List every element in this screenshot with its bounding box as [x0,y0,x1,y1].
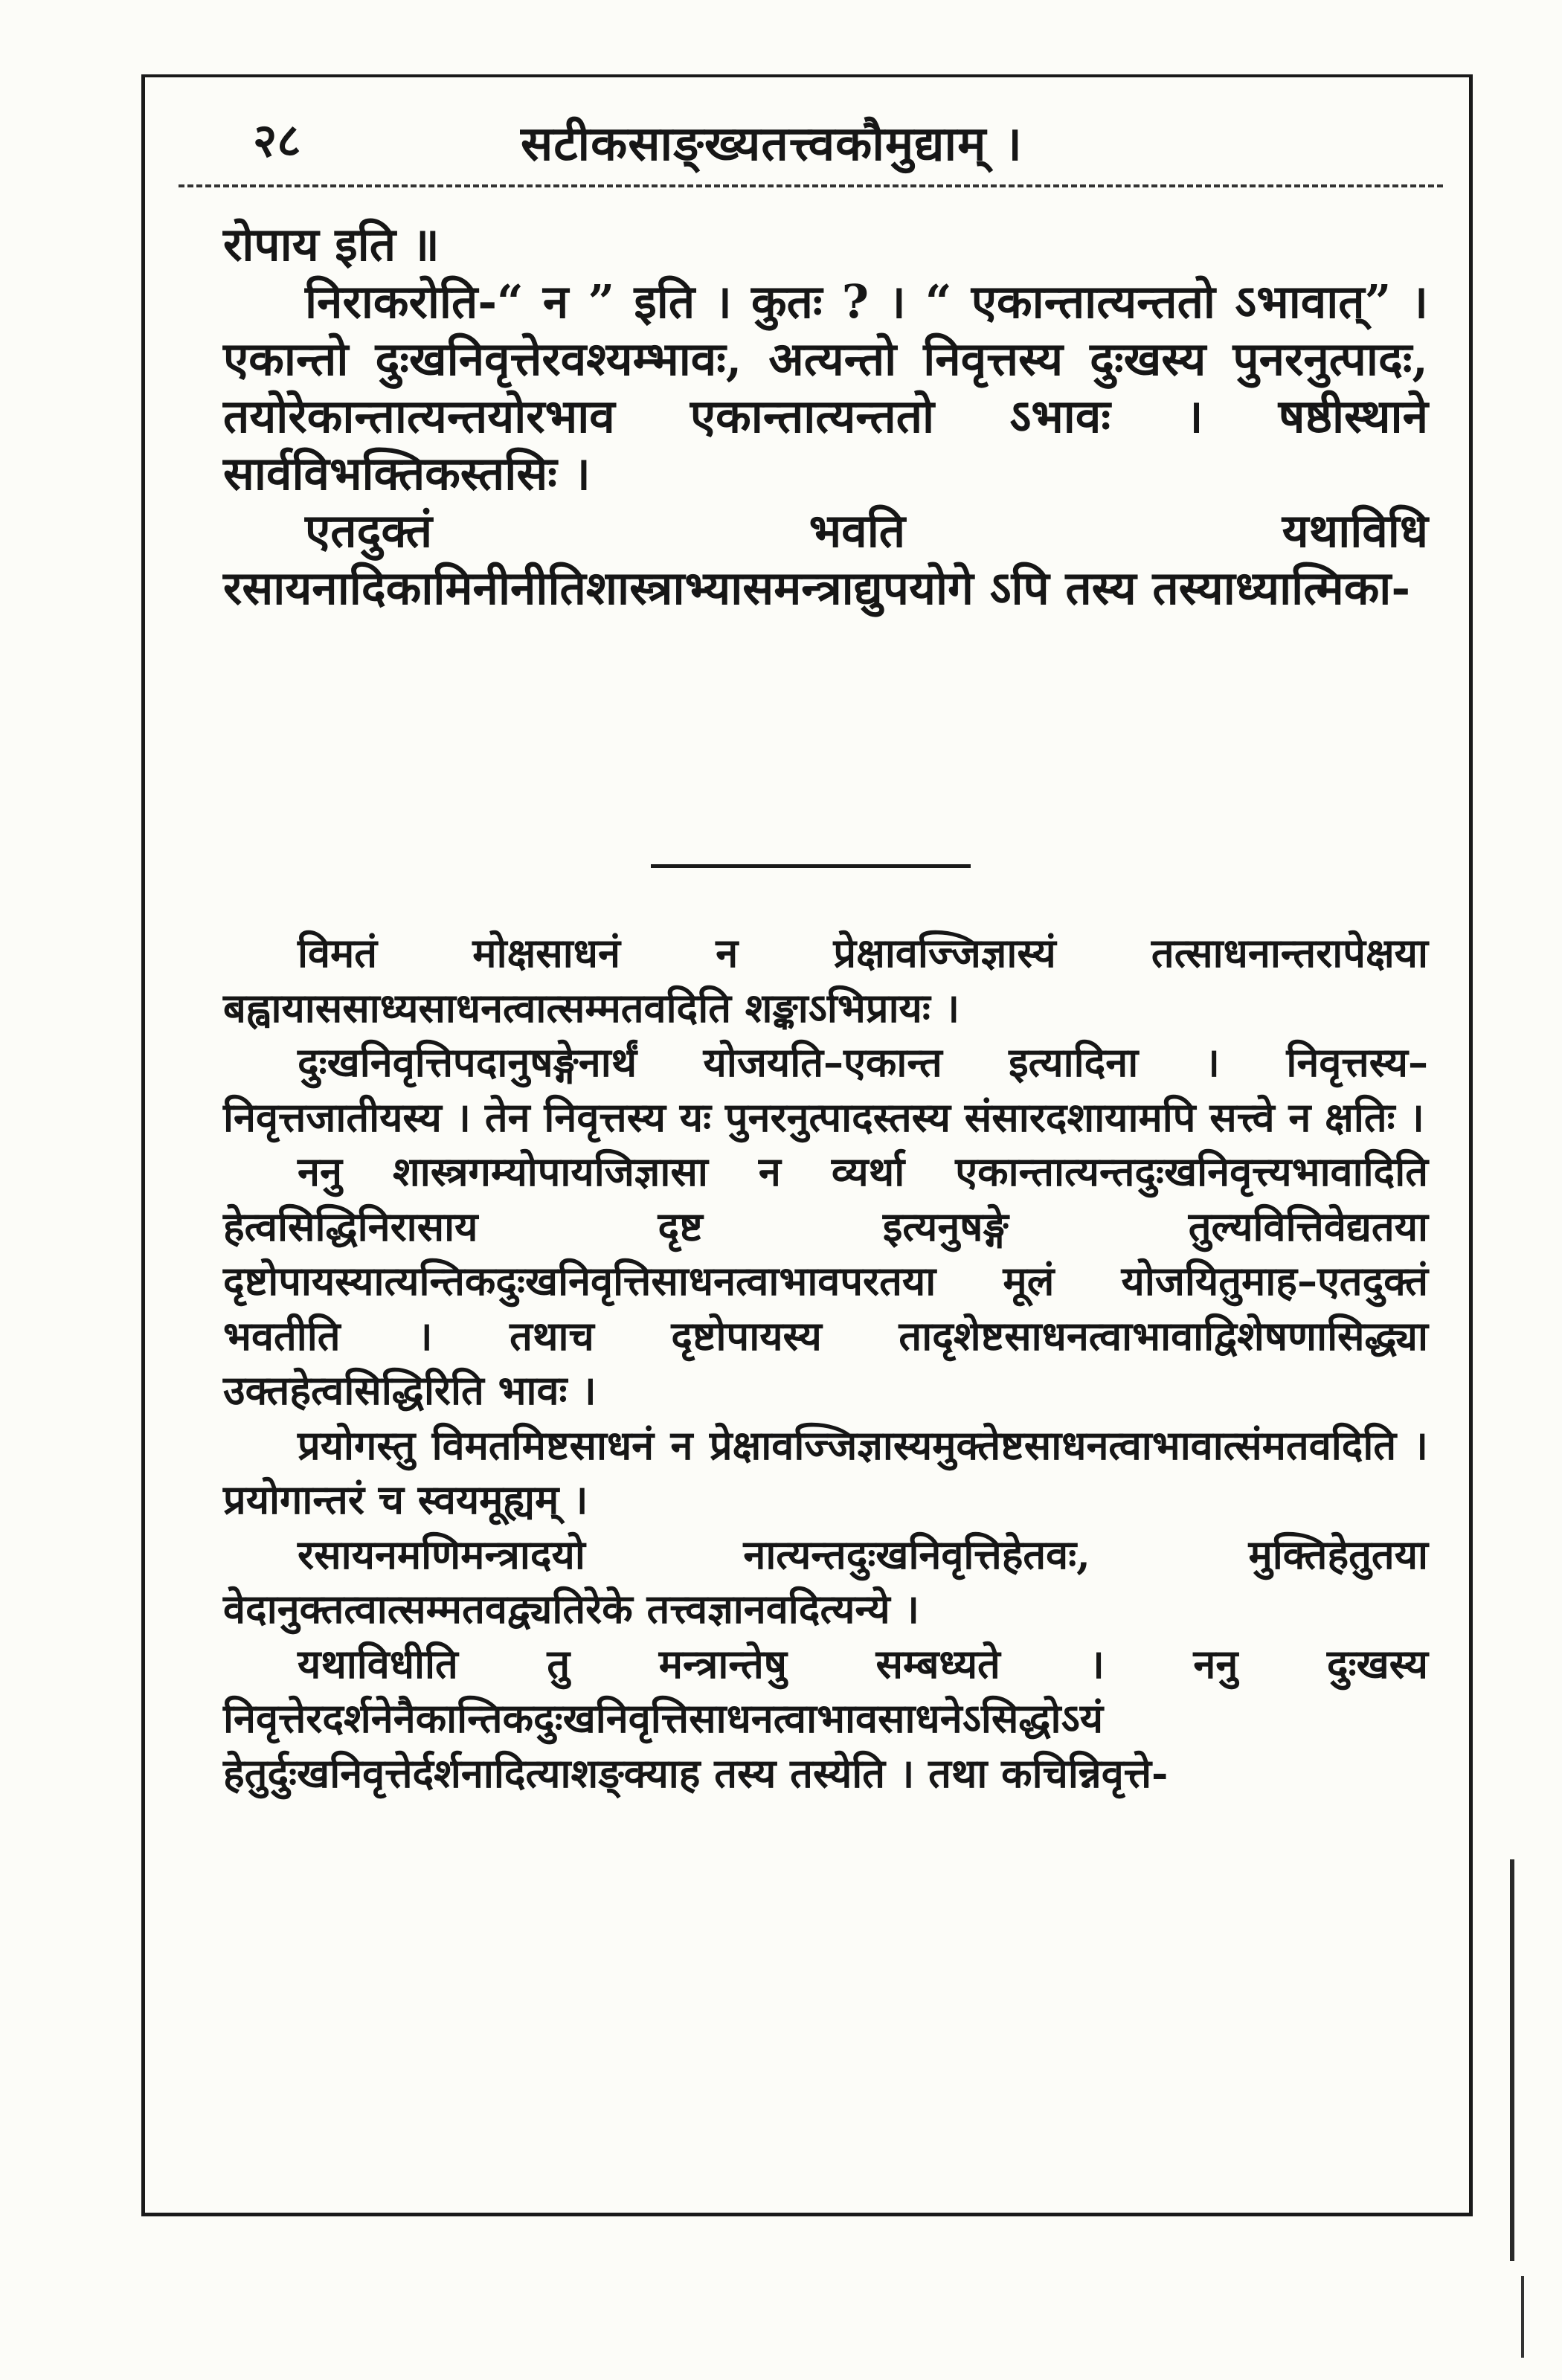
page-number: २८ [253,113,301,167]
scan-corner-mark [1521,2276,1539,2358]
running-title: सटीकसाङ्ख्यतत्त्वकौमुद्याम् । [521,116,1023,172]
main-paragraph-1: रोपाय इति ॥ [223,217,440,271]
commentary-paragraph-5: रसायनमणिमन्त्रादयो नात्यन्तदुःखनिवृत्तिहेतवः, मुक्तिहेतुतया वेदानुक्तत्वात्सम्मतवद्व्यतिरेके तत्त्वज्ञानवदित्यन्ये । [223,1530,1428,1633]
page-header [186,100,1450,182]
commentary-paragraph-4: प्रयोगस्तु विमतमिष्टसाधनं न प्रेक्षावज्जिज्ञास्यमुक्तेष्टसाधनत्वाभावात्संमतवदिति । प्रयोगान्तरं च स्वयमूह्यम् । [223,1421,1428,1523]
commentary-text [223,926,1428,1801]
header-dashed-rule [179,184,1443,187]
section-divider [651,864,971,868]
main-paragraph-2: निराकरोति-“ न ” इति । कुतः ? । “ एकान्तात्यन्ततो ऽभावात्” । एकान्तो दुःखनिवृत्तेरवश्यम्भावः, अत्यन्तो निवृत्तस्य दुःखस्य पुनरनुत्पादः, तयोरेकान्तात्यन्तयोरभाव एकान्तात्यन्ततो ऽभावः । षष्ठीस्थाने सार्वविभक्तिकस्तसिः । [223,274,1428,501]
commentary-paragraph-3: ननु शास्त्रगम्योपायजिज्ञासा न व्यर्था एकान्तात्यन्तदुःखनिवृत्त्यभावादिति हेत्वसिद्धिनिरासाय दृष्ट इत्यनुषङ्गे तुल्यवित्तिवेद्यतया दृष्टोपायस्यात्यन्तिकदुःखनिवृत्तिसाधनत्वाभावपरतया मूलं योजयितुमाह–एतदुक्तं भवतीति । तथाच दृष्टोपायस्य तादृशेष्टसाधनत्वाभावाद्विशेषणासिद्ध्या उक्तहेत्वसिद्धिरिति भावः । [223,1148,1428,1414]
main-paragraph-3: एतदुक्तं भवति यथाविधि रसायनादिकामिनीनीतिशास्त्राभ्यासमन्त्राद्युपयोगे ऽपि तस्य तस्याध्यात्मिका- [223,504,1428,615]
commentary-paragraph-1: विमतं मोक्षसाधनं न प्रेक्षावज्जिज्ञास्यं तत्साधनान्तरापेक्षया बह्वायाससाध्यसाधनत्वात्सम्मतवदिति शङ्काऽभिप्रायः । [223,929,1428,1032]
main-text [223,216,1428,617]
scan-edge-shadow [1510,1859,1514,2261]
commentary-paragraph-2: दुःखनिवृत्तिपदानुषङ्गेनार्थं योजयति–एकान्त इत्यादिना । निवृत्तस्य–निवृत्तजातीयस्य । तेन निवृत्तस्य यः पुनरनुत्पादस्तस्य संसारदशायामपि सत्त्वे न क्षतिः । [223,1038,1428,1141]
commentary-paragraph-6: यथाविधीति तु मन्त्रान्तेषु सम्बध्यते । ननु दुःखस्य निवृत्तेरदर्शनेनैकान्तिकदुःखनिवृत्तिसाधनत्वाभावसाधनेऽसिद्धोऽयं हेतुर्दुःखनिवृत्तेर्दर्शनादित्याशङ्क्याह तस्य तस्येति । तथा कचिन्निवृत्ते- [223,1639,1428,1797]
